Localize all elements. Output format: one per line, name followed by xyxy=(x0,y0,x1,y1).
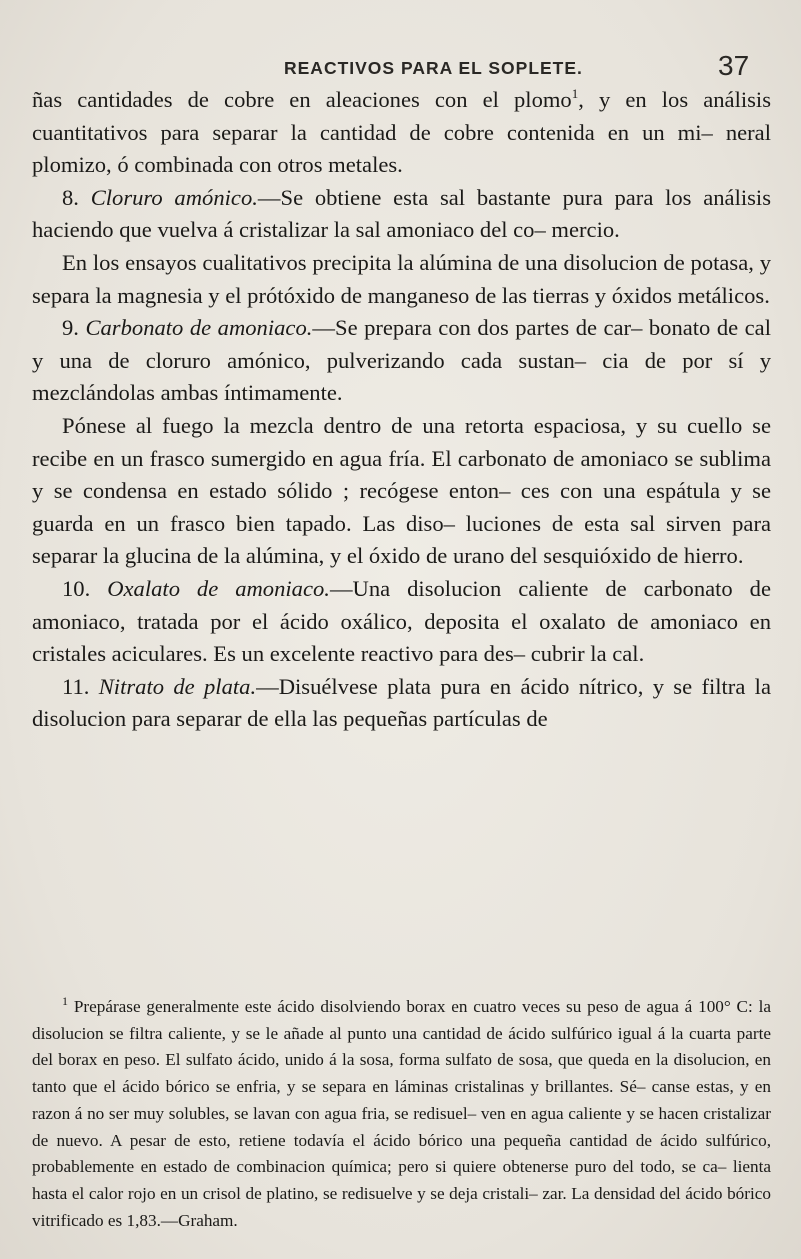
section-text: —Se obtiene esta sal bastante pura para los análisis haciendo que vuelva á cristalizar la sal amoniaco del co– mercio. xyxy=(32,184,771,243)
paragraph-text: Pónese al fuego la mezcla dentro de una retorta espaciosa, y su cuello se recibe en un frasco sumergido en agua fría. El carbonato de amoniaco se sublima y se condensa en estado sólido ; recógese enton– ces con una espátula y se guarda en un frasco bien tapado. Las diso– luciones de esta sal sirven para separar la glucina de la alúmina, y el óxido de urano del sesquióxido de hierro. xyxy=(32,412,771,569)
main-text xyxy=(32,84,771,736)
section-oxalato-de-amoniaco xyxy=(32,573,771,671)
page-number: 37 xyxy=(718,50,750,81)
footnote-text: Prepárase generalmente este ácido disolviendo borax en cuatro veces su peso de agua á 100° C: la disolucion se filtra caliente, y se le añade al punto una cantidad de ácido sulfúrico igual á la cuarta parte del borax en peso. El sulfato ácido, unido á la sosa, forma sulfato de sosa, que queda en la disolucion, en tanto que el ácido bórico se enfria, y se separa en láminas cristalinas y brillantes. Sé– canse estas, y en razon á no ser muy solubles, se lavan con agua fria, se redisuel– ven en agua caliente y se hacen cristalizar de nuevo. A pesar de esto, retiene todavía el ácido bórico una pequeña cantidad de ácido sulfúrico, probablemente en estado de combinacion química; pero si quiere obtenerse puro del todo, se ca– lienta hasta el calor rojo en un crisol de platino, se redisuelve y se deja cristali– zar. La densidad del ácido bórico vitrificado es 1,83.— xyxy=(32,997,772,1230)
section-text: —Se prepara con dos partes de car– bonato de cal y una de cloruro amónico, pulverizando cada sustan– cia de por sí y mezclándolas ambas íntimamente. xyxy=(32,315,771,406)
footnotes xyxy=(32,994,771,1234)
section-title: Carbonato de amoniaco. xyxy=(85,315,313,341)
footnote-marker: 1 xyxy=(62,994,68,1008)
section-number: 8. xyxy=(62,184,79,210)
paragraph xyxy=(32,247,771,312)
section-text: —Disuélvese plata pura en ácido nítrico, y se filtra la disolucion para separar de ella las pequeñas partículas de xyxy=(32,673,771,732)
section-title: Cloruro amónico. xyxy=(90,184,258,210)
footnote-reference: 1 xyxy=(571,86,579,101)
paragraph-continuation xyxy=(32,84,771,182)
footnote-author: Graham. xyxy=(178,1210,238,1230)
footnote xyxy=(32,994,771,1234)
paragraph-text: En los ensayos cualitativos precipita la alúmina de una disolucion de potasa, y separa la magnesia y el prótóxido de manganeso de las tierras y óxidos metálicos. xyxy=(32,249,771,308)
paragraph xyxy=(32,410,771,573)
section-carbonato-de-amoniaco xyxy=(32,312,771,410)
running-title: REACTIVOS PARA EL SOPLETE. xyxy=(284,58,583,78)
section-title: Nitrato de plata. xyxy=(98,673,257,699)
section-number: 9. xyxy=(62,315,79,341)
paragraph-text: , y en los análisis cuantitativos para separar la cantidad de cobre contenida en un mi– neral plomizo, ó combinada con otros metales. xyxy=(32,87,771,178)
paragraph-text: ñas cantidades de cobre en aleaciones con el plomo xyxy=(32,87,572,112)
section-number: 11. xyxy=(62,673,90,699)
section-nitrato-de-plata xyxy=(32,671,771,736)
section-text: —Una disolucion caliente de carbonato de amoniaco, tratada por el ácido oxálico, deposita el oxalato de amoniaco en cristales aciculares. Es un excelente reactivo para des– cubrir la cal. xyxy=(32,575,771,667)
section-number: 10. xyxy=(62,575,91,601)
section-cloruro-amonico xyxy=(32,182,771,247)
section-title: Oxalato de amoniaco. xyxy=(107,575,330,601)
